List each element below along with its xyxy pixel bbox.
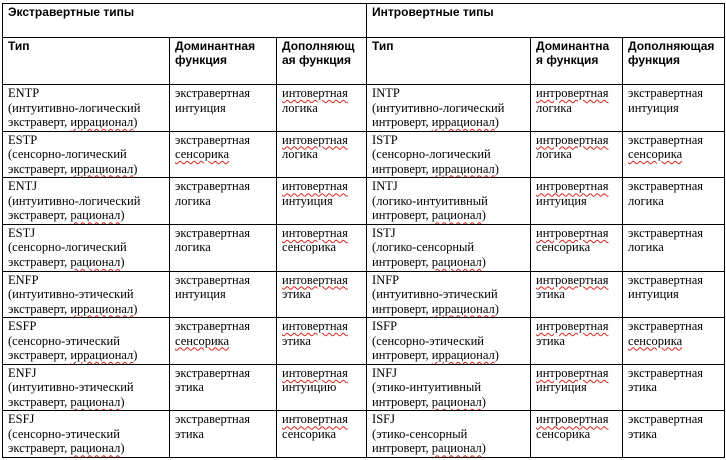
cell-line: интуицию [282, 380, 337, 395]
cell-line: экстравертная [175, 179, 250, 194]
cell-line: ENTP [8, 86, 40, 100]
cell-line: (этико-сенсорный [372, 426, 468, 441]
extravert-dominant-cell [170, 271, 277, 318]
introvert-type-cell [367, 318, 531, 365]
cell-line: сенсорика [175, 333, 230, 348]
cell-line: INTP [372, 86, 400, 100]
cell-line: интроверт, рационал) [372, 254, 486, 269]
cell-line: (сенсорно-логический [8, 147, 127, 162]
cell-line: интровертная [536, 319, 609, 334]
introvert-auxiliary-cell [623, 364, 725, 411]
cell-line: (интуитивно-этический [8, 287, 134, 301]
cell-line: интровертная [536, 365, 609, 380]
cell-line: сенсорика [536, 240, 591, 255]
header-line: Дополняющ [282, 39, 355, 53]
cell-line: экстравертная [175, 272, 250, 287]
cell-line: (сенсорно-этический [372, 333, 484, 348]
cell-line: интровертная [536, 225, 609, 240]
introvert-dominant-cell [531, 318, 623, 365]
cell-line: сенсорика [282, 240, 337, 255]
cell-line: экстравертная [175, 225, 250, 240]
cell-line: ESTP [8, 132, 38, 147]
cell-line: (сенсорно-логический [8, 240, 127, 255]
introvert-type-cell [367, 364, 531, 411]
introvert-auxiliary-cell [623, 224, 725, 271]
cell-line: экстравертная [628, 272, 704, 287]
introvert-dominant-cell [531, 178, 623, 225]
spellcheck-word: рационал [70, 254, 121, 269]
extravert-type-cell [3, 131, 170, 178]
header-line: функция [628, 53, 681, 67]
header-line: Дополняющая [628, 39, 715, 53]
extravert-type-cell [3, 318, 170, 365]
cell-line: экстраверт, иррационал) [8, 161, 138, 176]
extravert-auxiliary-header [277, 38, 367, 85]
spellcheck-word: иррационал [70, 161, 134, 176]
table-row [3, 411, 725, 458]
cell-line: экстраверт, иррационал) [8, 301, 138, 316]
cell-line: ENFP [8, 272, 39, 287]
cell-line: ISTJ [372, 225, 396, 240]
cell-line: ENTJ [8, 179, 38, 194]
cell-line: ISTP [372, 132, 398, 147]
cell-line: сенсорика [628, 147, 683, 162]
cell-line: (логико-интуитивный [372, 193, 488, 208]
cell-line: интовертная [282, 179, 348, 194]
cell-line: интуиция [628, 100, 679, 115]
introvert-type-cell [367, 411, 531, 458]
extravert-dominant-cell [170, 85, 277, 132]
cell-line: этика [175, 380, 204, 395]
cell-line: интовертная [282, 225, 348, 240]
cell-line: INFJ [372, 365, 398, 380]
cell-line: сенсорика [536, 426, 591, 441]
cell-line: экстраверт, рационал) [8, 394, 125, 409]
cell-line: экстраверт, иррационал) [8, 348, 138, 363]
cell-line: интовертная [282, 365, 348, 380]
introvert-dominant-cell [531, 131, 623, 178]
table-row [3, 318, 725, 365]
introvert-auxiliary-cell [623, 131, 725, 178]
extravert-auxiliary-cell [277, 271, 367, 318]
cell-line: логика [536, 100, 572, 115]
introvert-type-cell [367, 85, 531, 132]
cell-line: интроверт, иррационал) [372, 115, 499, 129]
introvert-auxiliary-cell [623, 271, 725, 318]
introvert-dominant-cell [531, 224, 623, 271]
introvert-dominant-cell [531, 85, 623, 132]
header-line: Доминантна [536, 39, 610, 53]
cell-line: интроверт, иррационал) [372, 348, 499, 363]
extravert-dominant-cell [170, 318, 277, 365]
table-row [3, 85, 725, 132]
spellcheck-word: иррационал [431, 161, 495, 176]
introvert-auxiliary-cell [623, 318, 725, 365]
extravert-dominant-cell [170, 411, 277, 458]
cell-line: сенсорика [175, 147, 230, 162]
introvert-type-cell [367, 178, 531, 225]
spellcheck-word: рационал [431, 441, 482, 456]
cell-line: (интуитивно-логический [372, 100, 505, 115]
table-row [3, 364, 725, 411]
introvert-dominant-header [531, 38, 623, 85]
cell-line: (интуитивно-этический [8, 380, 134, 395]
cell-line: экстравертная [628, 86, 704, 100]
spellcheck-word: иррационал [431, 301, 495, 316]
table-row [3, 224, 725, 271]
cell-line: ISFJ [372, 412, 395, 427]
cell-line: ESFP [8, 319, 37, 334]
cell-line: логика [282, 100, 318, 115]
table-row [3, 131, 725, 178]
cell-line: логика [175, 240, 211, 255]
introvert-dominant-cell [531, 364, 623, 411]
introvert-auxiliary-cell [623, 411, 725, 458]
cell-line: интровертная [536, 272, 609, 287]
cell-line: INTJ [372, 179, 398, 194]
cell-line: логика [628, 193, 664, 208]
cell-line: интовертная [282, 412, 348, 427]
introvert-type-header: Тип [367, 38, 531, 85]
spellcheck-word: иррационал [70, 348, 134, 363]
extravert-dominant-header [170, 38, 277, 85]
spellcheck-word: рационал [70, 441, 121, 456]
cell-line: интуиция [175, 100, 226, 115]
cell-line: экстраверт, рационал) [8, 441, 125, 456]
cell-line: экстравертная [628, 412, 704, 427]
cell-line: ISFP [372, 319, 398, 334]
cell-line: ESTJ [8, 225, 36, 240]
extravert-auxiliary-cell [277, 318, 367, 365]
cell-line: интовертная [282, 132, 348, 147]
extravert-auxiliary-cell [277, 178, 367, 225]
introvert-auxiliary-cell [623, 85, 725, 132]
cell-line: сенсорика [282, 426, 337, 441]
cell-line: логика [628, 240, 664, 255]
extravert-dominant-cell [170, 178, 277, 225]
spellcheck-word: рационал [70, 394, 121, 409]
cell-line: интровертная [536, 132, 609, 147]
cell-line: интровертная [536, 179, 609, 194]
cell-line: (логико-сенсорный [372, 240, 475, 255]
cell-line: логика [282, 147, 318, 162]
cell-line: интровертная [536, 86, 609, 100]
cell-line: (сенсорно-этический [8, 426, 120, 441]
cell-line: экстравертная [175, 365, 250, 380]
cell-line: (интуитивно-этический [372, 287, 498, 301]
cell-line: интуиция [282, 193, 333, 208]
extravert-type-cell [3, 364, 170, 411]
cell-line: экстравертная [175, 86, 250, 100]
personality-types-table [2, 3, 725, 458]
header-line: ая функция [282, 53, 352, 67]
extravert-dominant-cell [170, 131, 277, 178]
cell-line: экстравертная [175, 412, 250, 427]
extravert-auxiliary-cell [277, 85, 367, 132]
introvert-group-header: Интровертные типы [367, 4, 725, 38]
introvert-type-cell [367, 224, 531, 271]
cell-line: интровертная [536, 412, 609, 427]
cell-line: (сенсорно-логический [372, 147, 491, 162]
cell-line: сенсорика [628, 333, 683, 348]
cell-line: (сенсорно-этический [8, 333, 120, 348]
cell-line: этика [175, 426, 204, 441]
cell-line: (интуитивно-логический [8, 193, 141, 208]
cell-line: интроверт, рационал) [372, 394, 486, 409]
cell-line: логика [536, 147, 572, 162]
cell-line: INFP [372, 272, 400, 287]
cell-line: интовертная [282, 272, 348, 287]
introvert-type-cell [367, 271, 531, 318]
cell-line: ENFJ [8, 365, 37, 380]
header-line: Доминантная [175, 39, 256, 53]
cell-line: интуиция [628, 287, 679, 301]
spellcheck-word: иррационал [431, 115, 495, 129]
cell-line: экстраверт, иррационал) [8, 115, 138, 129]
cell-line: интроверт, рационал) [372, 441, 486, 456]
cell-line: ESFJ [8, 412, 35, 427]
extravert-dominant-cell [170, 364, 277, 411]
spellcheck-word: рационал [431, 394, 482, 409]
cell-line: экстравертная [175, 132, 250, 147]
cell-line: экстравертная [628, 319, 704, 334]
extravert-auxiliary-cell [277, 224, 367, 271]
cell-line: интроверт, рационал) [372, 208, 486, 223]
cell-line: этика [536, 333, 565, 348]
spellcheck-word: рационал [70, 208, 121, 223]
cell-line: интроверт, иррационал) [372, 161, 499, 176]
introvert-auxiliary-cell [623, 178, 725, 225]
cell-line: этика [536, 287, 565, 301]
cell-line: экстравертная [628, 225, 704, 240]
introvert-type-cell [367, 131, 531, 178]
spellcheck-word: иррационал [70, 301, 134, 316]
extravert-type-cell [3, 85, 170, 132]
cell-line: этика [282, 333, 311, 348]
spellcheck-word: рационал [431, 254, 482, 269]
cell-line: этика [282, 287, 311, 301]
cell-line: интуиция [536, 380, 587, 395]
extravert-auxiliary-cell [277, 131, 367, 178]
table-row [3, 271, 725, 318]
extravert-auxiliary-cell [277, 411, 367, 458]
cell-line: экстравертная [628, 179, 704, 194]
cell-line: экстраверт, рационал) [8, 208, 125, 223]
introvert-dominant-cell [531, 271, 623, 318]
extravert-type-header: Тип [3, 38, 170, 85]
extravert-dominant-cell [170, 224, 277, 271]
cell-line: (интуитивно-логический [8, 100, 141, 115]
cell-line: экстравертная [628, 132, 704, 147]
cell-line: экстравертная [628, 365, 704, 380]
header-line: я функция [536, 53, 599, 67]
extravert-auxiliary-cell [277, 364, 367, 411]
extravert-type-cell [3, 411, 170, 458]
cell-line: этика [628, 380, 657, 395]
spellcheck-word: рационал [431, 208, 482, 223]
cell-line: экстраверт, рационал) [8, 254, 125, 269]
cell-line: (этико-интуитивный [372, 380, 482, 395]
cell-line: интуиция [175, 287, 226, 301]
cell-line: интроверт, иррационал) [372, 301, 499, 316]
spellcheck-word: иррационал [431, 348, 495, 363]
cell-line: интуиция [536, 193, 587, 208]
introvert-auxiliary-header [623, 38, 725, 85]
cell-line: интовертная [282, 319, 348, 334]
extravert-type-cell [3, 224, 170, 271]
header-line: функция [175, 53, 228, 67]
extravert-group-header: Экстравертные типы [3, 4, 367, 38]
cell-line: интовертная [282, 86, 348, 100]
table-row [3, 178, 725, 225]
cell-line: экстравертная [175, 319, 250, 334]
spellcheck-word: иррационал [70, 115, 134, 129]
cell-line: логика [175, 193, 211, 208]
extravert-type-cell [3, 178, 170, 225]
extravert-type-cell [3, 271, 170, 318]
cell-line: этика [628, 426, 657, 441]
introvert-dominant-cell [531, 411, 623, 458]
